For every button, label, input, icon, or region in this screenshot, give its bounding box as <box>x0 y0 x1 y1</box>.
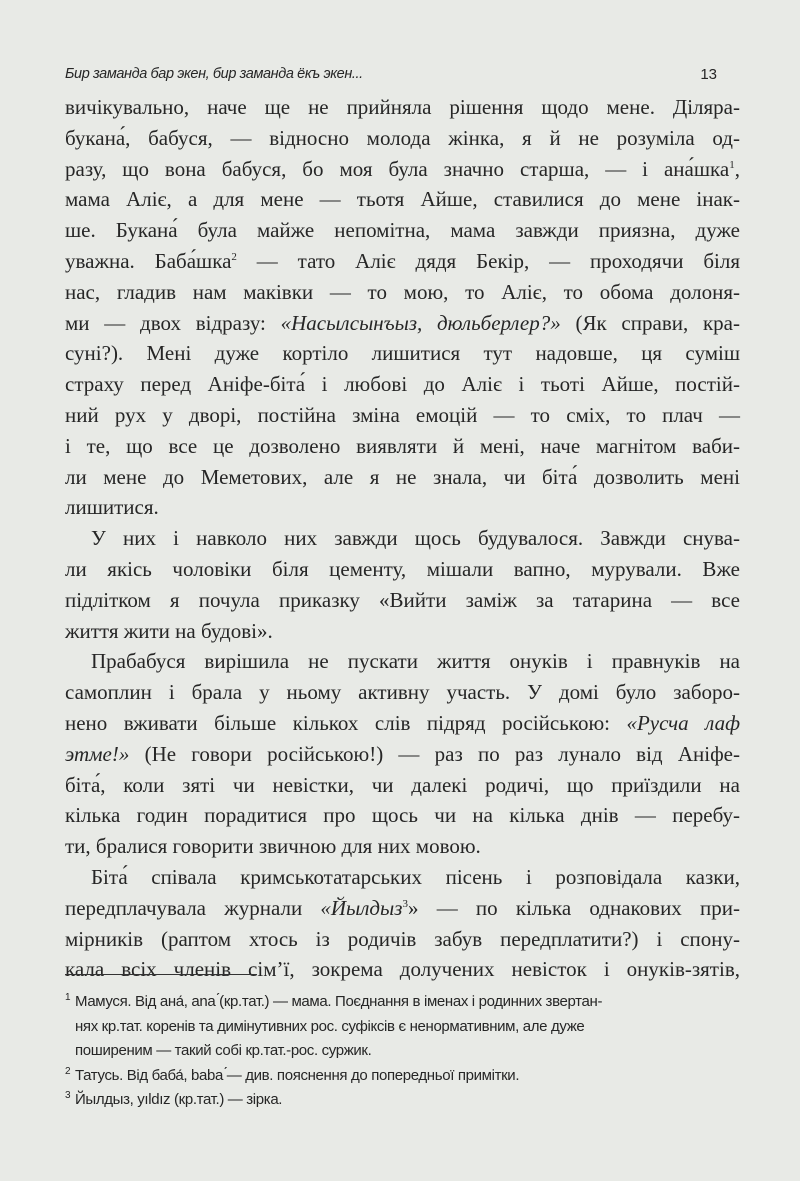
footnote-line: 1 Мамуся. Від ана́, ana ́(кр.тат.) — мама. Поєднання в іменах і родинних звертан- <box>65 992 603 1010</box>
footnote-line <box>65 1039 740 1064</box>
text-segment: — тато Аліє дядя Бекір, — проходячи біля <box>236 248 740 273</box>
text-line <box>65 154 740 185</box>
text-segment: нено вживати більше кількох слів підряд російською: <box>65 710 627 735</box>
text-line <box>65 369 740 400</box>
text-segment: букана́, бабуся, — відносно молода жінка, я й не розуміла од- <box>65 125 740 150</box>
text-segment: вичікувально, наче ще не прийняла рішення щодо мене. Діляра- <box>65 95 740 119</box>
text-segment: Біта́ співала кримськотатарських пісень і розповідала казки, <box>91 864 740 889</box>
footnote-text: Татусь. Від баба́, baba ́— див. пояснення до попередньої примітки. <box>75 1066 520 1084</box>
footnote-line <box>65 1015 740 1040</box>
text-segment: ний рух у дворі, постійна зміна емоцій — то сміх, то плач — <box>65 402 740 427</box>
footnote-text: нях кр.тат. коренів та димінутивних рос. суфіксів є ненормативним, але дуже <box>75 1017 585 1035</box>
text-line <box>65 123 740 154</box>
text-line <box>65 800 740 831</box>
text-segment: уважна. Баба́шка <box>65 248 232 273</box>
text-segment: Прабабуся вирішила не пускати життя онуків і правнуків на <box>91 649 740 674</box>
text-line <box>65 277 740 308</box>
text-line <box>65 770 740 801</box>
text-line <box>65 554 740 585</box>
text-segment: мама Аліє, а для мене — тьотя Айше, ставилися до мене інак- <box>65 187 740 212</box>
text-segment: ли якісь чоловіки біля цементу, мішали вапно, мурували. Вже <box>65 556 740 581</box>
text-segment: ли мене до Меметових, але я не знала, чи біта́ дозволить мені <box>65 464 740 489</box>
footnote-ref: 3 <box>402 897 408 910</box>
footnote-text: поширеним — такий собі кр.тат.-рос. суржик. <box>75 1042 372 1059</box>
text-line <box>65 646 740 677</box>
text-segment: У них і навколо них завжди щось будувалося. Завжди снува- <box>91 526 740 551</box>
running-header <box>65 66 717 88</box>
text-segment: (Не говори російською!) — раз по раз лунало від Аніфе- <box>129 741 740 766</box>
text-line <box>65 924 740 955</box>
text-segment: мірників (раптом хтось із родичів забув передплатити?) і спону- <box>65 926 740 951</box>
footnote-ref: 1 <box>729 158 735 171</box>
text-segment: разу, що вона бабуся, бо моя була значно старша, — і ана́шка <box>65 156 730 181</box>
text-segment: і те, що все це дозволено виявляти й мені, наче магнітом ваби- <box>65 433 740 458</box>
text-line <box>65 739 740 770</box>
footnotes <box>65 990 740 1113</box>
text-line <box>65 308 740 339</box>
text-segment: лишитися. <box>65 495 159 520</box>
text-segment: » — по кілька однакових при- <box>407 895 740 920</box>
text-segment: біта́, коли зяті чи невістки, чи далекі родичі, що приїздили на <box>65 772 740 797</box>
running-title: Бир заманда бар экен, бир заманда ёкъ экен... <box>65 66 363 82</box>
text-line <box>65 215 740 246</box>
text-line <box>65 954 740 985</box>
footnote-divider <box>65 974 257 975</box>
page-number: 13 <box>700 66 717 83</box>
text-line <box>65 862 740 893</box>
text-line <box>65 585 740 616</box>
text-line <box>65 184 740 215</box>
text-segment: кілька годин порадитися про щось чи на кілька днів — перебу- <box>65 803 740 828</box>
footnote-line: 3 Йылдыз, yıldız (кр.тат.) — зірка. <box>65 1090 283 1108</box>
main-text <box>65 92 740 985</box>
text-line <box>65 523 740 554</box>
text-segment: , <box>734 156 740 181</box>
text-line <box>65 893 740 924</box>
footnote-text: Йылдыз, yıldız (кр.тат.) — зірка. <box>75 1091 283 1108</box>
text-line <box>65 677 740 708</box>
text-line <box>65 616 740 647</box>
text-segment: кала всіх членів сім’ї, зокрема долучених невісток і онуків-зятів, <box>65 957 740 982</box>
text-line <box>65 400 740 431</box>
text-segment: передплачувала журнали <box>65 895 321 920</box>
text-segment: ше. Букана́ була майже непомітна, мама завжди приязна, дуже <box>65 218 740 243</box>
italic-text: «Насылсынъыз, дюльберлер?» <box>280 310 561 335</box>
text-segment: (Як справи, кра- <box>560 310 740 335</box>
footnote-line: 2 Татусь. Від баба́, baba ́— див. пояснення до попередньої примітки. <box>65 1065 520 1084</box>
text-segment: підлітком я почула приказку «Вийти заміж за татарина — все <box>65 587 740 612</box>
text-segment: нас, гладив нам маківки — то мою, то Аліє, то обома долоня- <box>65 279 740 304</box>
footnote-ref: 2 <box>231 250 237 263</box>
text-line <box>65 246 740 277</box>
italic-text: «Йылдыз <box>320 895 403 920</box>
text-segment: суні?). Мені дуже кортіло лишитися тут надовше, ця суміш <box>65 341 740 366</box>
text-segment: життя жити на будові». <box>65 618 273 643</box>
text-line <box>65 708 740 739</box>
text-segment: страху перед Аніфе-біта́ і любові до Аліє і тьоті Айше, постій- <box>65 372 740 397</box>
text-line <box>65 831 740 862</box>
text-line <box>65 338 740 369</box>
italic-text: «Русча лаф <box>626 710 740 735</box>
text-line <box>65 492 740 523</box>
text-segment: ти, бралися говорити звичною для них мовою. <box>65 834 481 859</box>
italic-text: этме!» <box>65 741 130 766</box>
text-line <box>65 431 740 462</box>
text-line <box>65 92 740 123</box>
text-line <box>65 462 740 493</box>
text-segment: ми — двох відразу: <box>65 310 281 335</box>
footnote-text: Мамуся. Від ана́, ana ́(кр.тат.) — мама. Поєднання в іменах і родинних звертан- <box>75 993 603 1010</box>
text-segment: самоплин і брала у ньому активну участь. У домі було заборо- <box>65 680 740 705</box>
